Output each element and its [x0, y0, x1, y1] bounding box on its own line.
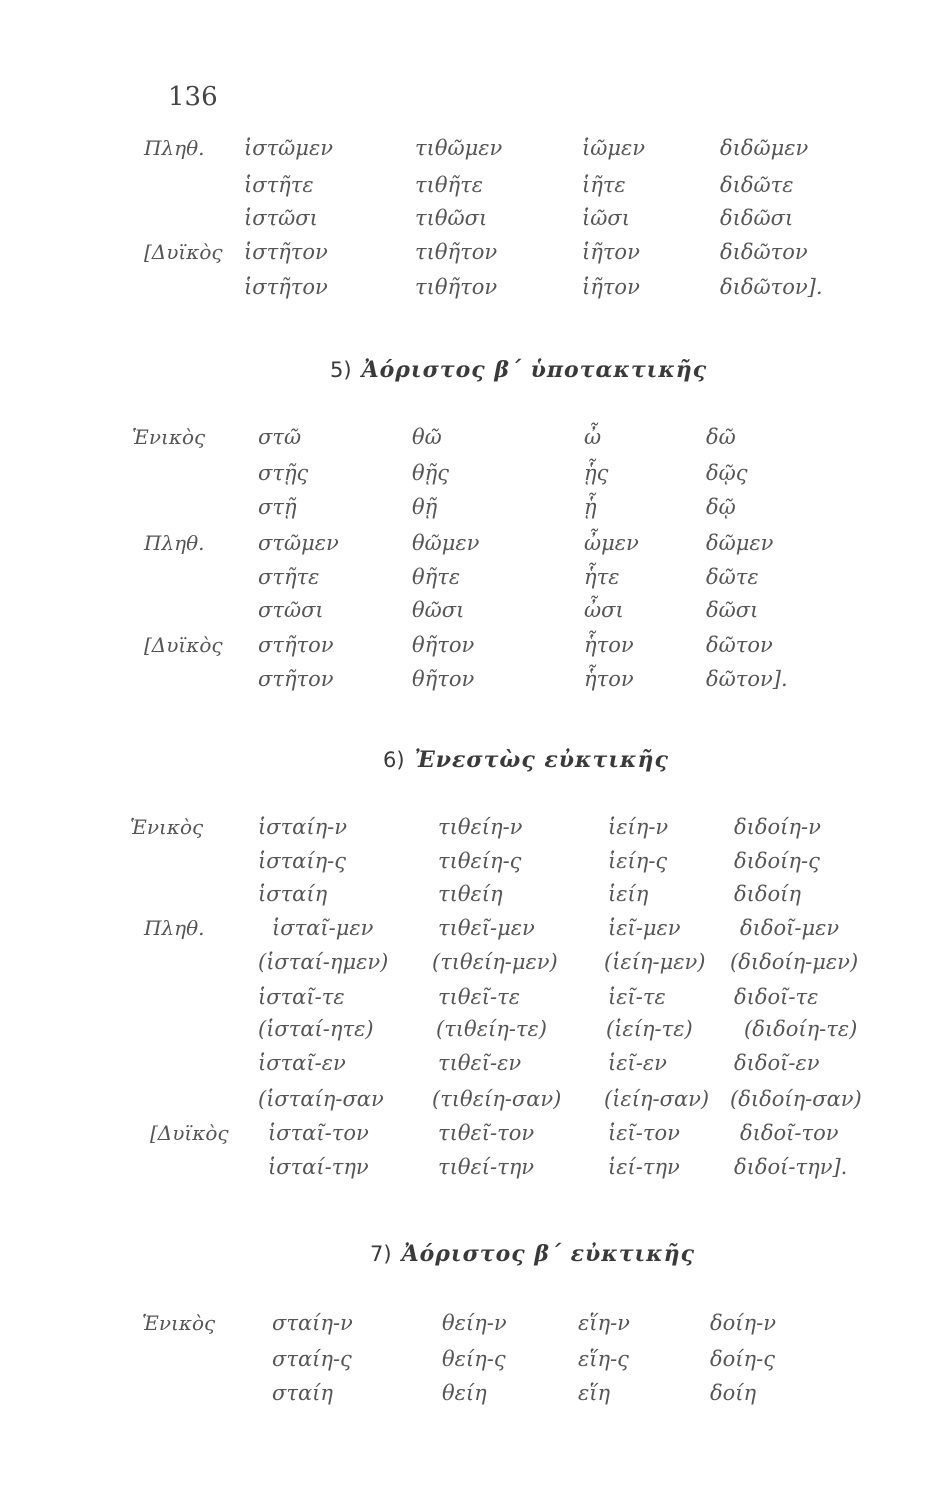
column-4-cell: δοίη-ς	[710, 1347, 775, 1371]
column-4-cell: δῶ	[706, 425, 736, 449]
column-3-cell: ἱείη-ς	[608, 849, 668, 873]
column-2-cell: θείη	[442, 1381, 487, 1405]
column-2-cell: θῶμεν	[412, 531, 480, 555]
column-3-cell: ἱῆτον	[582, 240, 640, 264]
column-3-cell: ᾗ	[584, 495, 597, 519]
column-1-cell: ἱστῆτε	[244, 173, 314, 197]
column-1-cell: σταίη-ν	[272, 1311, 353, 1335]
table-row	[0, 1376, 947, 1410]
column-1-cell: ἱσταῖ-τον	[268, 1121, 369, 1145]
section-number: 6)	[383, 748, 405, 772]
column-4-cell: δῶτε	[706, 565, 759, 589]
table-row	[0, 877, 947, 911]
table-row	[0, 490, 947, 524]
column-1-cell: στῆτον	[258, 633, 334, 657]
column-4-cell: διδοῖ-μεν	[740, 916, 840, 940]
column-2-cell: θῇς	[412, 461, 449, 485]
column-2-cell: τιθῆτον	[415, 240, 498, 264]
column-4-cell: διδῶμεν	[720, 136, 809, 160]
column-2-cell: θῶσι	[412, 598, 465, 622]
column-2-cell: (τιθείη-σαν)	[432, 1087, 562, 1111]
table-row	[0, 911, 947, 945]
column-2-cell: τιθείη-ς	[438, 849, 522, 873]
column-3-cell: ἧτον	[584, 667, 634, 691]
column-3-cell: ὦσι	[584, 598, 624, 622]
column-2-cell: τιθῆτε	[415, 173, 483, 197]
table-row	[0, 456, 947, 490]
column-3-cell: (ἱείη-μεν)	[604, 950, 706, 974]
column-4-cell: δῷς	[706, 461, 748, 485]
column-4-cell: διδοῖ-εν	[734, 1051, 820, 1075]
column-2-cell: τιθῶμεν	[415, 136, 503, 160]
column-3-cell: εἵη-ς	[578, 1347, 629, 1371]
table-row	[0, 980, 947, 1014]
row-label: [Δυϊκὸς	[150, 1121, 229, 1145]
section-6-heading	[383, 742, 669, 779]
column-2-cell: (τιθείη-τε)	[436, 1017, 547, 1041]
column-1-cell: στῆτον	[258, 667, 334, 691]
column-3-cell: ἱῆτον	[582, 275, 640, 299]
column-3-cell: ἱείη	[608, 882, 649, 906]
column-3-cell: ἱῶμεν	[582, 136, 646, 160]
table-row	[0, 1046, 947, 1080]
row-label: [Δυϊκὸς	[144, 240, 223, 264]
section-number: 7)	[370, 1242, 392, 1266]
table-row	[0, 1342, 947, 1376]
table-row	[0, 1012, 947, 1046]
column-1-cell: ἱσταίη-ν	[258, 815, 348, 839]
table-row	[0, 1116, 947, 1150]
column-3-cell: ἱεῖ-τον	[608, 1121, 680, 1145]
column-1-cell: σταίη-ς	[272, 1347, 352, 1371]
column-3-cell: ἧτον	[584, 633, 634, 657]
column-3-cell: ὦ	[584, 425, 602, 449]
column-1-cell: (ἱσταί-ημεν)	[258, 950, 389, 974]
column-2-cell: τιθεῖ-μεν	[438, 916, 535, 940]
row-label: Πληθ.	[144, 531, 205, 555]
column-1-cell: στῶσι	[258, 598, 324, 622]
column-1-cell: ἱστῶμεν	[244, 136, 333, 160]
column-4-cell: δῶτον	[706, 633, 773, 657]
column-1-cell: ἱσταῖ-μεν	[272, 916, 374, 940]
column-2-cell: τιθῆτον	[415, 275, 498, 299]
table-row	[0, 270, 947, 304]
column-2-cell: θείη-ν	[442, 1311, 507, 1335]
column-4-cell: διδῶτον].	[720, 275, 823, 299]
column-4-cell: διδῶτε	[720, 173, 794, 197]
column-1-cell: στῇ	[258, 495, 297, 519]
table-row	[0, 662, 947, 696]
table-row	[0, 945, 947, 979]
column-3-cell: ἱῶσι	[582, 206, 630, 230]
column-1-cell: (ἱσταίη-σαν	[258, 1087, 384, 1111]
row-label: Ἑνικὸς	[130, 815, 204, 839]
column-2-cell: θῇ	[412, 495, 438, 519]
column-4-cell: διδοῖ-τον	[740, 1121, 839, 1145]
column-4-cell: διδῶτον	[720, 240, 808, 264]
column-1-cell: ἱσταῖ-εν	[258, 1051, 346, 1075]
column-1-cell: σταίη	[272, 1381, 333, 1405]
column-4-cell: διδοίη-ς	[734, 849, 820, 873]
page-number: 136	[168, 82, 218, 112]
section-7-heading	[370, 1236, 695, 1273]
column-3-cell: (ἱείη-τε)	[606, 1017, 693, 1041]
column-2-cell: θῆτε	[412, 565, 461, 589]
table-row	[0, 1306, 947, 1340]
column-1-cell: ἱσταίη	[258, 882, 328, 906]
column-3-cell: εἵη-ν	[578, 1311, 630, 1335]
column-3-cell: ἱῆτε	[582, 173, 626, 197]
column-2-cell: θῶ	[412, 425, 442, 449]
row-label: Πληθ.	[144, 136, 205, 160]
column-3-cell: ἱεί-την	[608, 1155, 680, 1179]
row-label: [Δυϊκὸς	[144, 633, 223, 657]
column-2-cell: τιθεῖ-εν	[438, 1051, 522, 1075]
column-3-cell: ὦμεν	[584, 531, 639, 555]
table-row	[0, 168, 947, 202]
table-row	[0, 844, 947, 878]
column-1-cell: στῶ	[258, 425, 302, 449]
column-4-cell: (διδοίη-σαν)	[730, 1087, 862, 1111]
column-2-cell: τιθείη-ν	[438, 815, 523, 839]
column-4-cell: διδῶσι	[720, 206, 794, 230]
column-2-cell: θῆτον	[412, 667, 475, 691]
section-title: Ἀόριστος β´ ὑποτακτικῆς	[361, 357, 708, 383]
section-5-heading	[330, 352, 707, 389]
column-2-cell: τιθεί-την	[438, 1155, 535, 1179]
table-row	[0, 628, 947, 662]
column-2-cell: τιθεῖ-τον	[438, 1121, 535, 1145]
column-1-cell: ἱσταί-την	[268, 1155, 369, 1179]
table-row	[0, 526, 947, 560]
column-2-cell: τιθῶσι	[415, 206, 488, 230]
column-3-cell: ἱεῖ-τε	[608, 985, 666, 1009]
table-row	[0, 201, 947, 235]
row-label: Πληθ.	[144, 916, 205, 940]
column-4-cell: δῷ	[706, 495, 736, 519]
column-4-cell: (διδοίη-τε)	[744, 1017, 858, 1041]
table-row	[0, 235, 947, 269]
column-4-cell: δοίη	[710, 1381, 757, 1405]
column-3-cell: ἱεῖ-μεν	[608, 916, 681, 940]
column-2-cell: (τιθείη-μεν)	[432, 950, 558, 974]
table-row	[0, 1150, 947, 1184]
table-row	[0, 1082, 947, 1116]
section-title: Ἐνεστὼς εὐκτικῆς	[414, 747, 669, 773]
column-2-cell: τιθεῖ-τε	[438, 985, 520, 1009]
column-3-cell: ἧτε	[584, 565, 620, 589]
column-1-cell: ἱστῆτον	[244, 240, 328, 264]
column-2-cell: τιθείη	[438, 882, 503, 906]
column-1-cell: στῶμεν	[258, 531, 339, 555]
column-2-cell: θείη-ς	[442, 1347, 506, 1371]
column-1-cell: στῆτε	[258, 565, 320, 589]
column-3-cell: ᾗς	[584, 461, 609, 485]
table-row	[0, 560, 947, 594]
column-3-cell: (ἱείη-σαν)	[604, 1087, 710, 1111]
section-number: 5)	[330, 358, 352, 382]
section-title: Ἀόριστος β´ εὐκτικῆς	[401, 1241, 696, 1267]
column-4-cell: δῶσι	[706, 598, 759, 622]
table-row	[0, 420, 947, 454]
column-4-cell: δῶτον].	[706, 667, 788, 691]
row-label: Ἑνικὸς	[132, 425, 206, 449]
column-3-cell: ἱεῖ-εν	[608, 1051, 667, 1075]
column-4-cell: δοίη-ν	[710, 1311, 776, 1335]
column-4-cell: διδοί-την].	[734, 1155, 848, 1179]
column-2-cell: θῆτον	[412, 633, 475, 657]
column-4-cell: διδοῖ-τε	[734, 985, 819, 1009]
column-1-cell: ἱσταῖ-τε	[258, 985, 345, 1009]
column-1-cell: ἱστῆτον	[244, 275, 328, 299]
table-row	[0, 131, 947, 165]
column-3-cell: εἵη	[578, 1381, 611, 1405]
column-1-cell: ἱστῶσι	[244, 206, 318, 230]
column-1-cell: (ἱσταί-ητε)	[258, 1017, 374, 1041]
table-row	[0, 810, 947, 844]
column-4-cell: διδοίη	[734, 882, 801, 906]
column-1-cell: ἱσταίη-ς	[258, 849, 347, 873]
column-4-cell: (διδοίη-μεν)	[730, 950, 859, 974]
column-3-cell: ἱείη-ν	[608, 815, 669, 839]
column-4-cell: διδοίη-ν	[734, 815, 821, 839]
column-4-cell: δῶμεν	[706, 531, 774, 555]
row-label: Ἑνικὸς	[142, 1311, 216, 1335]
column-1-cell: στῇς	[258, 461, 309, 485]
table-row	[0, 593, 947, 627]
